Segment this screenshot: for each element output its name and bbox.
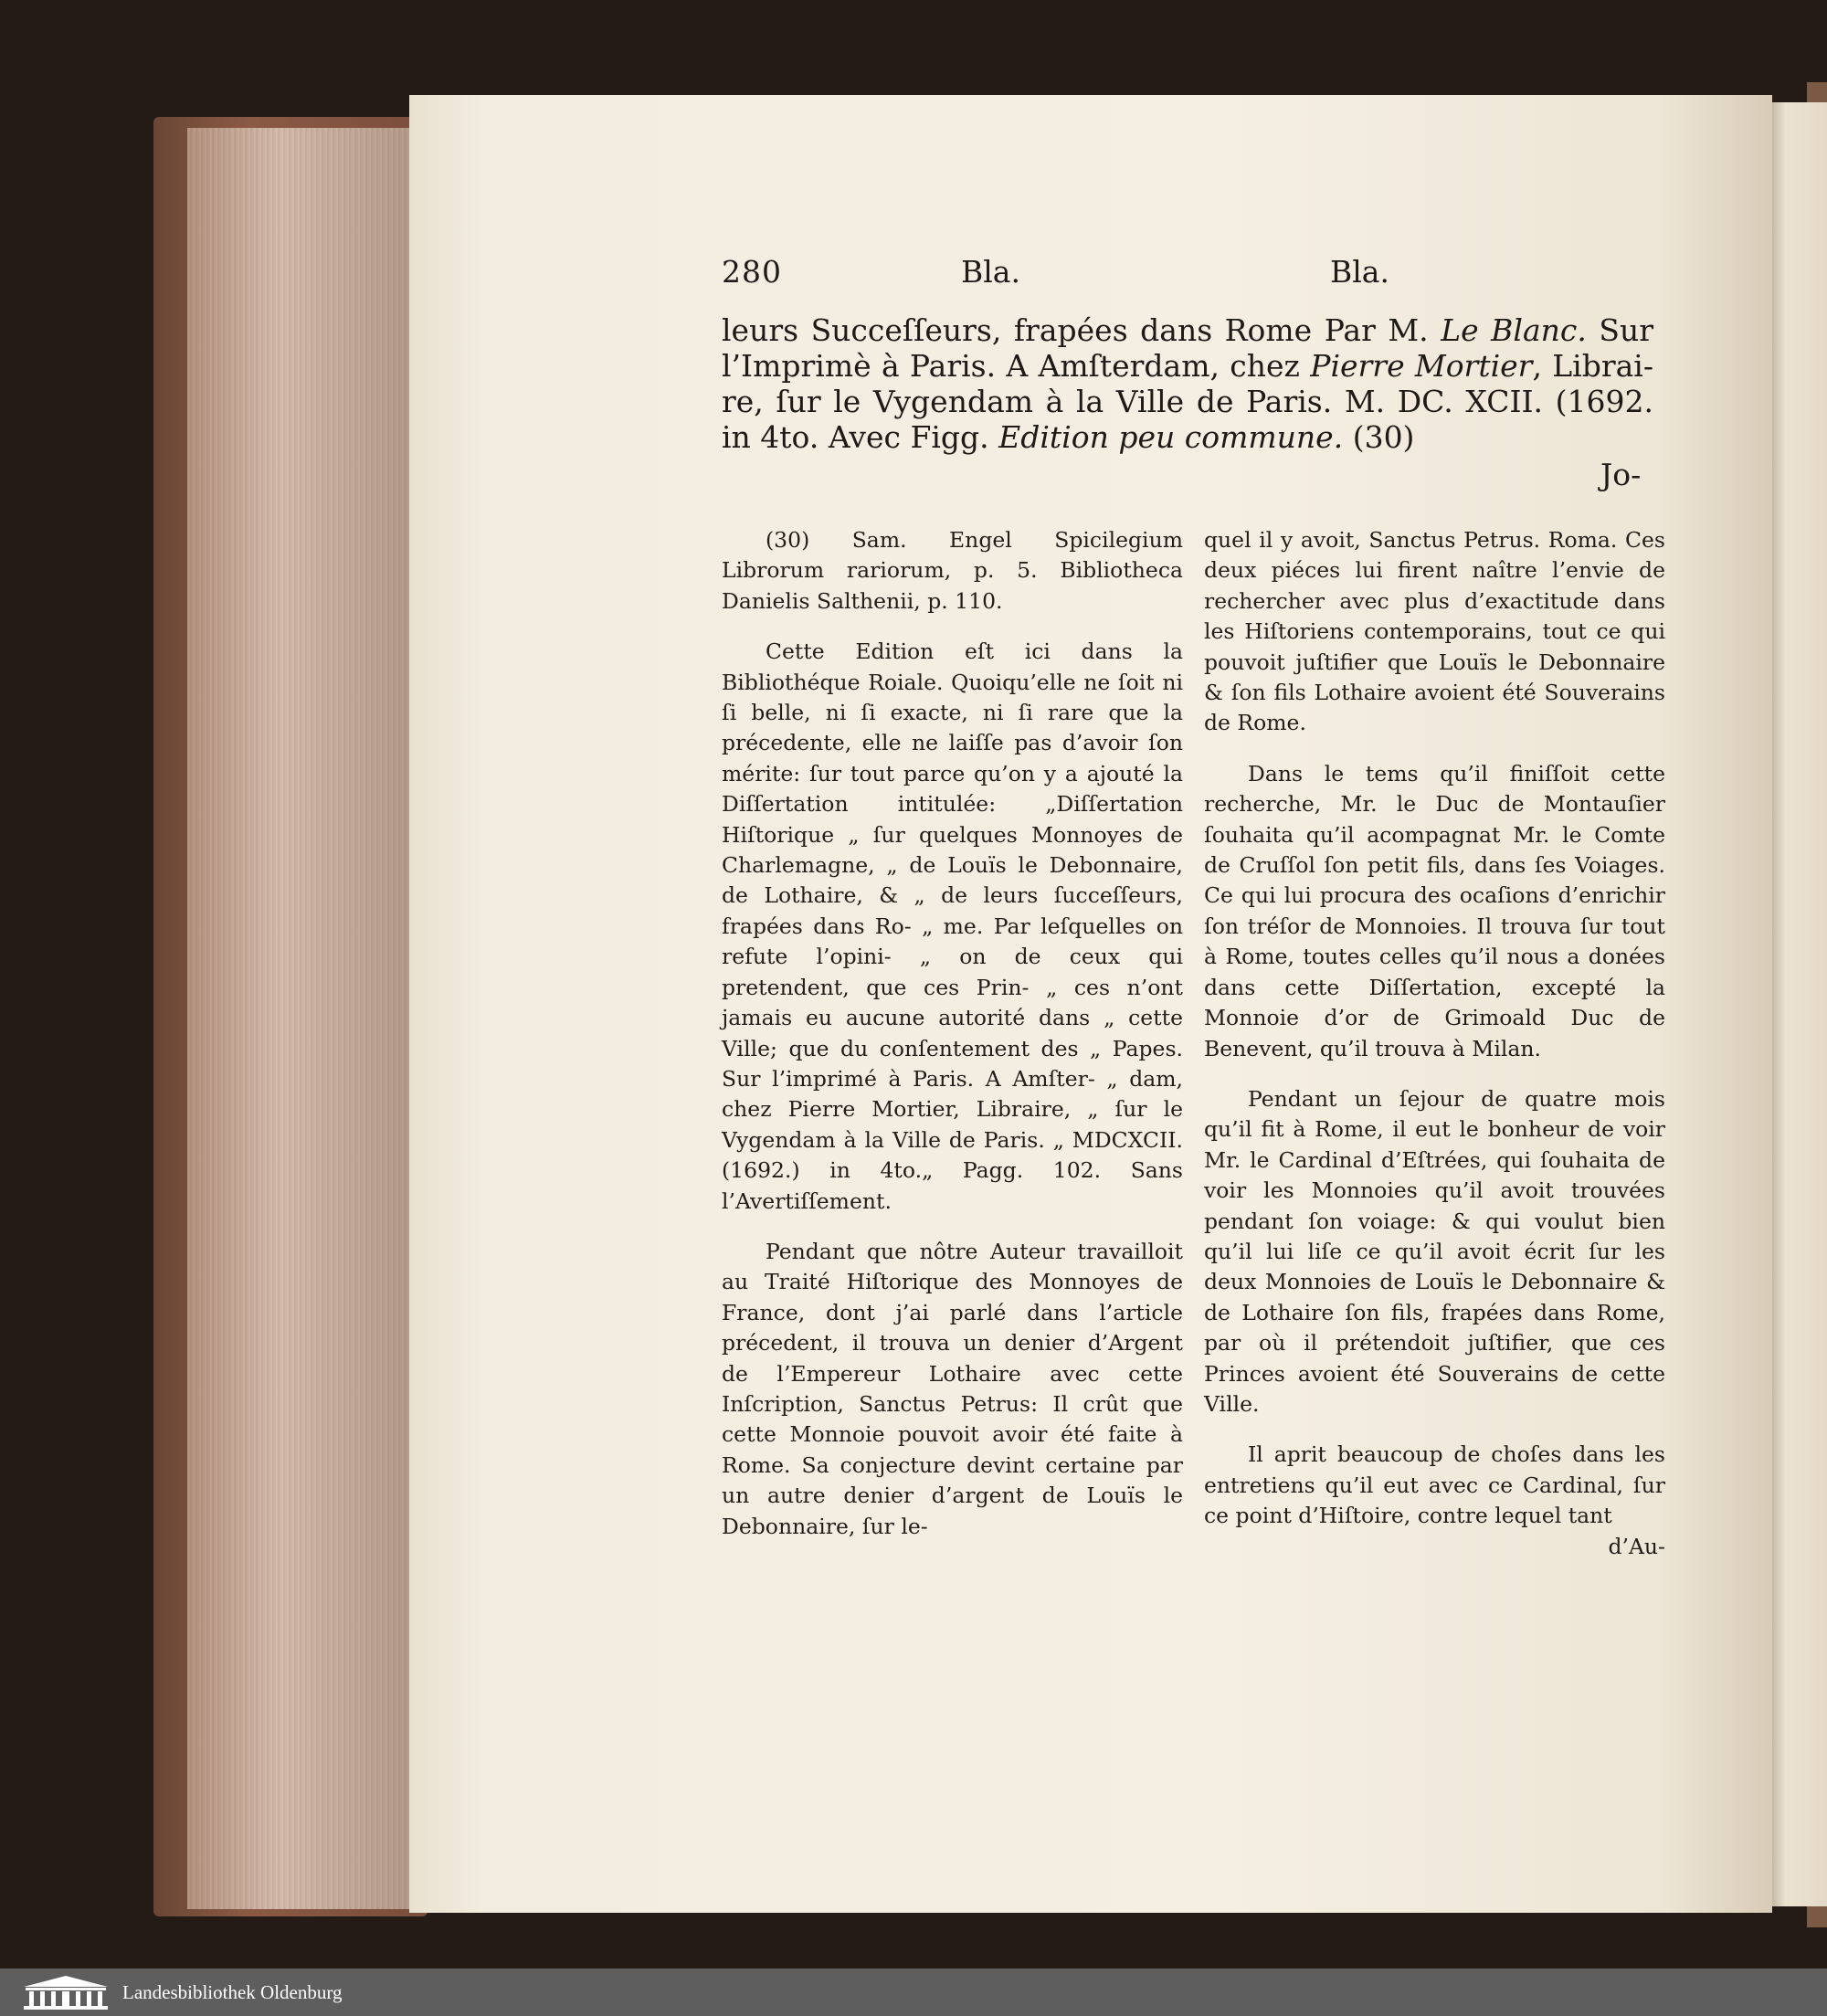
right-column: [1204, 525, 1665, 1562]
library-building-icon: [20, 1974, 111, 2011]
running-header: [722, 254, 1635, 298]
library-name: Landesbibliothek Oldenburg: [122, 1981, 343, 2003]
page-block-edge: [187, 128, 416, 1909]
body-paragraph: Dans le tems qu’il finiſſoit cette recherche, Mr. le Duc de Montauſier ſouhaita qu’il acompagnat Mr. le Comte de Cruſſol ſon petit fils, dans ſes Voiages. Ce qui lui procura des ocaſions d’enrichir ſon tréſor de Monnoies. Il trouva ſur tout à Rome, toutes celles qu’il nous a donées dans cette Diſſertation, excepté la Monnoie d’or de Grimoald Duc de Benevent, qu’il trouva à Milan.: [1204, 760, 1665, 1061]
lead-line: leurs Succeſſeurs, frapées dans Rome Par M. Le Blanc. Sur: [722, 312, 1654, 348]
lead-line: in 4to. Avec Figg. Edition peu commune. (30): [722, 419, 1415, 455]
body-paragraph: Il aprit beaucoup de choſes dans les entretiens qu’il eut avec ce Cardinal, ſur ce point d’Hiſtoire, contre lequel tant: [1204, 1441, 1665, 1529]
lead-paragraph: [722, 312, 1653, 455]
lead-line: re, ſur le Vygendam à la Ville de Paris. M. DC. XCII. (1692.: [722, 384, 1653, 419]
body-paragraph: quel il y avoit, Sanctus Petrus. Roma. Ces deux piéces lui firent naître l’envie de rechercher avec plus d’exactitude dans les Hiſtoriens contemporains, tout ce qui pouvoit juſtifier que Louïs le Debonnaire & ſon fils Lothaire avoient été Souverains de Rome.: [1204, 527, 1665, 736]
facing-page-edge: [1768, 102, 1827, 1906]
footer-bar: [0, 1969, 1827, 2016]
left-column: [722, 525, 1183, 1562]
catchword-top: Jo-: [1600, 457, 1642, 492]
running-head-left: Bla.: [961, 254, 1020, 290]
footnote-paragraph: (30) Sam. Engel Spicilegium Librorum rariorum, p. 5. Bibliotheca Danielis Salthenii, p. 110.: [722, 527, 1183, 614]
page-number: 280: [722, 254, 782, 290]
running-head-right: Bla.: [1330, 254, 1389, 290]
lead-line: l’Imprimè à Paris. A Amſterdam, chez Pierre Mortier, Librai-: [722, 348, 1653, 384]
catchword-bottom: d’Au-: [1608, 1533, 1665, 1559]
body-paragraph: Pendant que nôtre Auteur travailloit au Traité Hiſtorique des Monnoyes de France, dont j’ai parlé dans l’article précedent, il trouva un denier d’Argent de l’Empereur Lothaire avec cette Inſcription, Sanctus Petrus: Il crût que cette Monnoie pouvoit avoir été faite à Rome. Sa conjecture devint certaine par un autre denier d’argent de Louïs le Debonnaire, ſur le-: [722, 1238, 1183, 1539]
body-paragraph: Pendant un ſejour de quatre mois qu’il fit à Rome, il eut le bonheur de voir Mr. le Cardinal d’Eſtrées, qui ſouhaita de voir les Monnoies qu’il avoit trouvées pendant ſon voiage: & qui voulut bien qu’il lui liſe ce qu’il avoit écrit ſur les deux Monnoies de Louïs le Debonnaire & de Lothaire ſon fils, frapées dans Rome, par où il prétendoit juſtifier, que ces Princes avoient été Souverains de cette Ville.: [1204, 1085, 1665, 1417]
body-paragraph: Cette Edition eſt ici dans la Bibliothéque Roiale. Quoiqu’elle ne ſoit ni ſi belle, ni ſi exacte, ni ſi rare que la précedente, elle ne laiſſe pas d’avoir ſon mérite: ſur tout parce qu’on y a ajouté la Diſſertation intitulée: „Diſſertation Hiſtorique „ ſur quelques Monnoyes de Charlemagne, „ de Louïs le Debonnaire, de Lothaire, & „ de leurs ſucceſſeurs, frapées dans Ro- „ me. Par leſquelles on refute l’opini- „ on de ceux qui pretendent, que ces Prin- „ ces n’ont jamais eu aucune autorité dans „ cette Ville; que du conſentement des „ Papes. Sur l’imprimé à Paris. A Amſter- „ dam, chez Pierre Mortier, Libraire, „ ſur le Vygendam à la Ville de Paris. „ MDCXCII. (1692.) in 4to.„ Pagg. 102. Sans l’Avertiſſement.: [722, 639, 1183, 1214]
